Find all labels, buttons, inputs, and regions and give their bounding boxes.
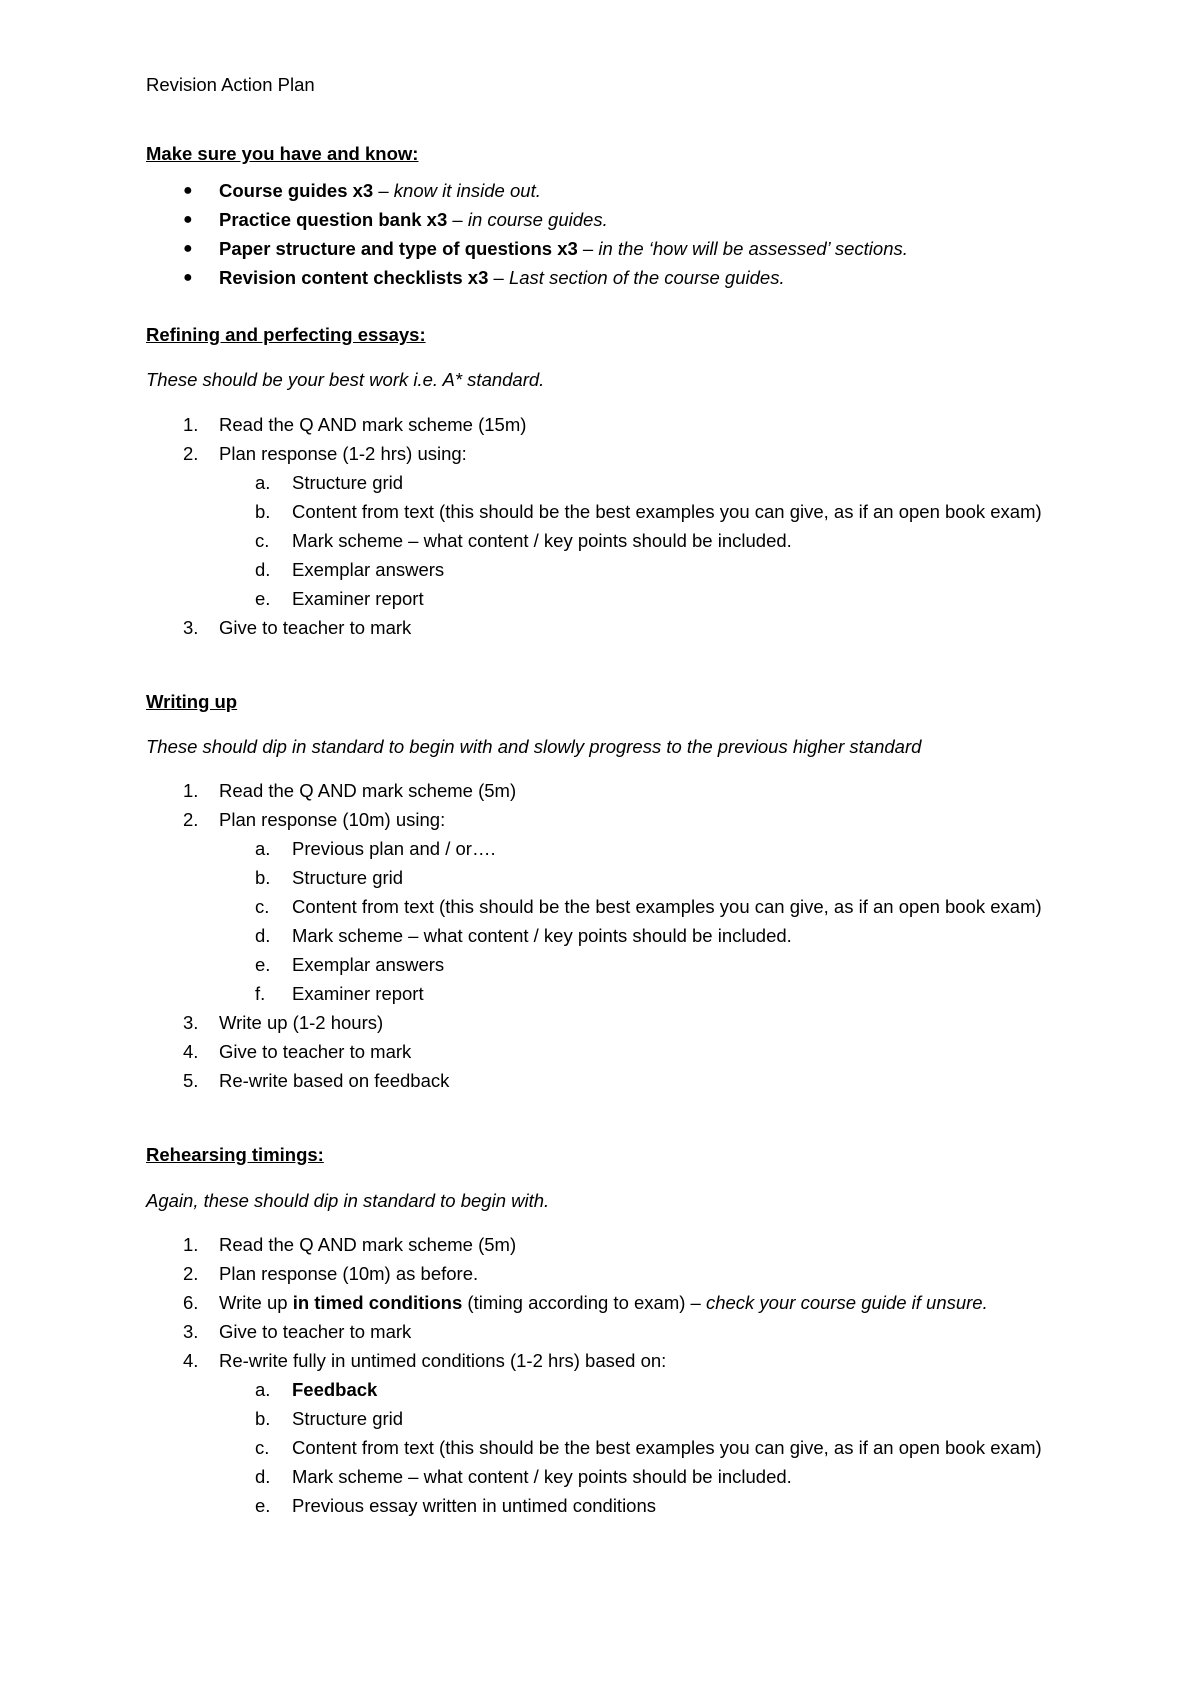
list-subitem: a. Feedback bbox=[255, 1379, 378, 1400]
list-item: 4. Re-write fully in untimed conditions (1-2 hrs) based on: bbox=[183, 1350, 667, 1371]
list-subitem: d. Mark scheme – what content / key points should be included. bbox=[255, 925, 792, 946]
list-item: 3. Write up (1-2 hours) bbox=[183, 1012, 384, 1033]
list-item: 3. Give to teacher to mark bbox=[183, 617, 412, 638]
list-item: 3. Give to teacher to mark bbox=[183, 1321, 412, 1342]
document-title: Revision Action Plan bbox=[146, 74, 315, 95]
list-item: ● Course guides x3 – know it inside out. bbox=[146, 176, 1100, 205]
refining-steps-list bbox=[146, 410, 1100, 642]
bullet-icon: ● bbox=[183, 182, 193, 199]
bullet-icon: ● bbox=[183, 269, 193, 286]
list-subitem: c. Mark scheme – what content / key points should be included. bbox=[255, 530, 792, 551]
list-subitem: d. Exemplar answers bbox=[255, 559, 445, 580]
list-item: 2. Plan response (10m) using: bbox=[183, 809, 446, 830]
list-subitem: a. Structure grid bbox=[255, 472, 404, 493]
bullet-icon: ● bbox=[183, 240, 193, 257]
list-subitem: f. Examiner report bbox=[255, 983, 424, 1004]
writing-up-steps-list bbox=[146, 776, 1100, 1095]
list-subitem: d. Mark scheme – what content / key points should be included. bbox=[255, 1466, 792, 1487]
bullet-icon: ● bbox=[183, 211, 193, 228]
list-subitem: e. Previous essay written in untimed conditions bbox=[255, 1495, 657, 1516]
section-intro: These should dip in standard to begin with and slowly progress to the previous higher standard bbox=[146, 736, 922, 757]
section-heading-writing-up: Writing up bbox=[146, 691, 238, 712]
list-item: ● Paper structure and type of questions x3 – in the ‘how will be assessed’ sections. bbox=[146, 234, 1100, 263]
list-item: 4. Give to teacher to mark bbox=[183, 1041, 412, 1062]
list-subitem: c. Content from text (this should be the best examples you can give, as if an open book exam) bbox=[255, 896, 1042, 917]
list-item: ● Revision content checklists x3 – Last section of the course guides. bbox=[146, 263, 1100, 292]
section-heading-make-sure: Make sure you have and know: bbox=[146, 143, 419, 164]
list-item: 1. Read the Q AND mark scheme (15m) bbox=[183, 414, 527, 435]
list-item: 6. Write up in timed conditions (timing according to exam) – check your course guide if unsure. bbox=[183, 1292, 988, 1313]
list-subitem: e. Exemplar answers bbox=[255, 954, 445, 975]
list-subitem: b. Content from text (this should be the best examples you can give, as if an open book exam) bbox=[255, 501, 1042, 522]
section-intro: These should be your best work i.e. A* standard. bbox=[146, 369, 545, 390]
list-item: 1. Read the Q AND mark scheme (5m) bbox=[183, 780, 517, 801]
section-heading-refining: Refining and perfecting essays: bbox=[146, 324, 426, 345]
have-and-know-list bbox=[146, 176, 1100, 292]
list-subitem: c. Content from text (this should be the best examples you can give, as if an open book exam) bbox=[255, 1437, 1042, 1458]
list-item: 2. Plan response (1-2 hrs) using: bbox=[183, 443, 467, 464]
list-subitem: b. Structure grid bbox=[255, 1408, 404, 1429]
list-item: 5. Re-write based on feedback bbox=[183, 1070, 450, 1091]
list-subitem: b. Structure grid bbox=[255, 867, 404, 888]
list-subitem: a. Previous plan and / or…. bbox=[255, 838, 496, 859]
list-item: 2. Plan response (10m) as before. bbox=[183, 1263, 479, 1284]
section-intro: Again, these should dip in standard to begin with. bbox=[146, 1190, 550, 1211]
rehearsing-steps-list bbox=[146, 1230, 1100, 1520]
list-item: 1. Read the Q AND mark scheme (5m) bbox=[183, 1234, 517, 1255]
section-heading-rehearsing: Rehearsing timings: bbox=[146, 1144, 324, 1165]
list-item: ● Practice question bank x3 – in course guides. bbox=[146, 205, 1100, 234]
list-subitem: e. Examiner report bbox=[255, 588, 424, 609]
